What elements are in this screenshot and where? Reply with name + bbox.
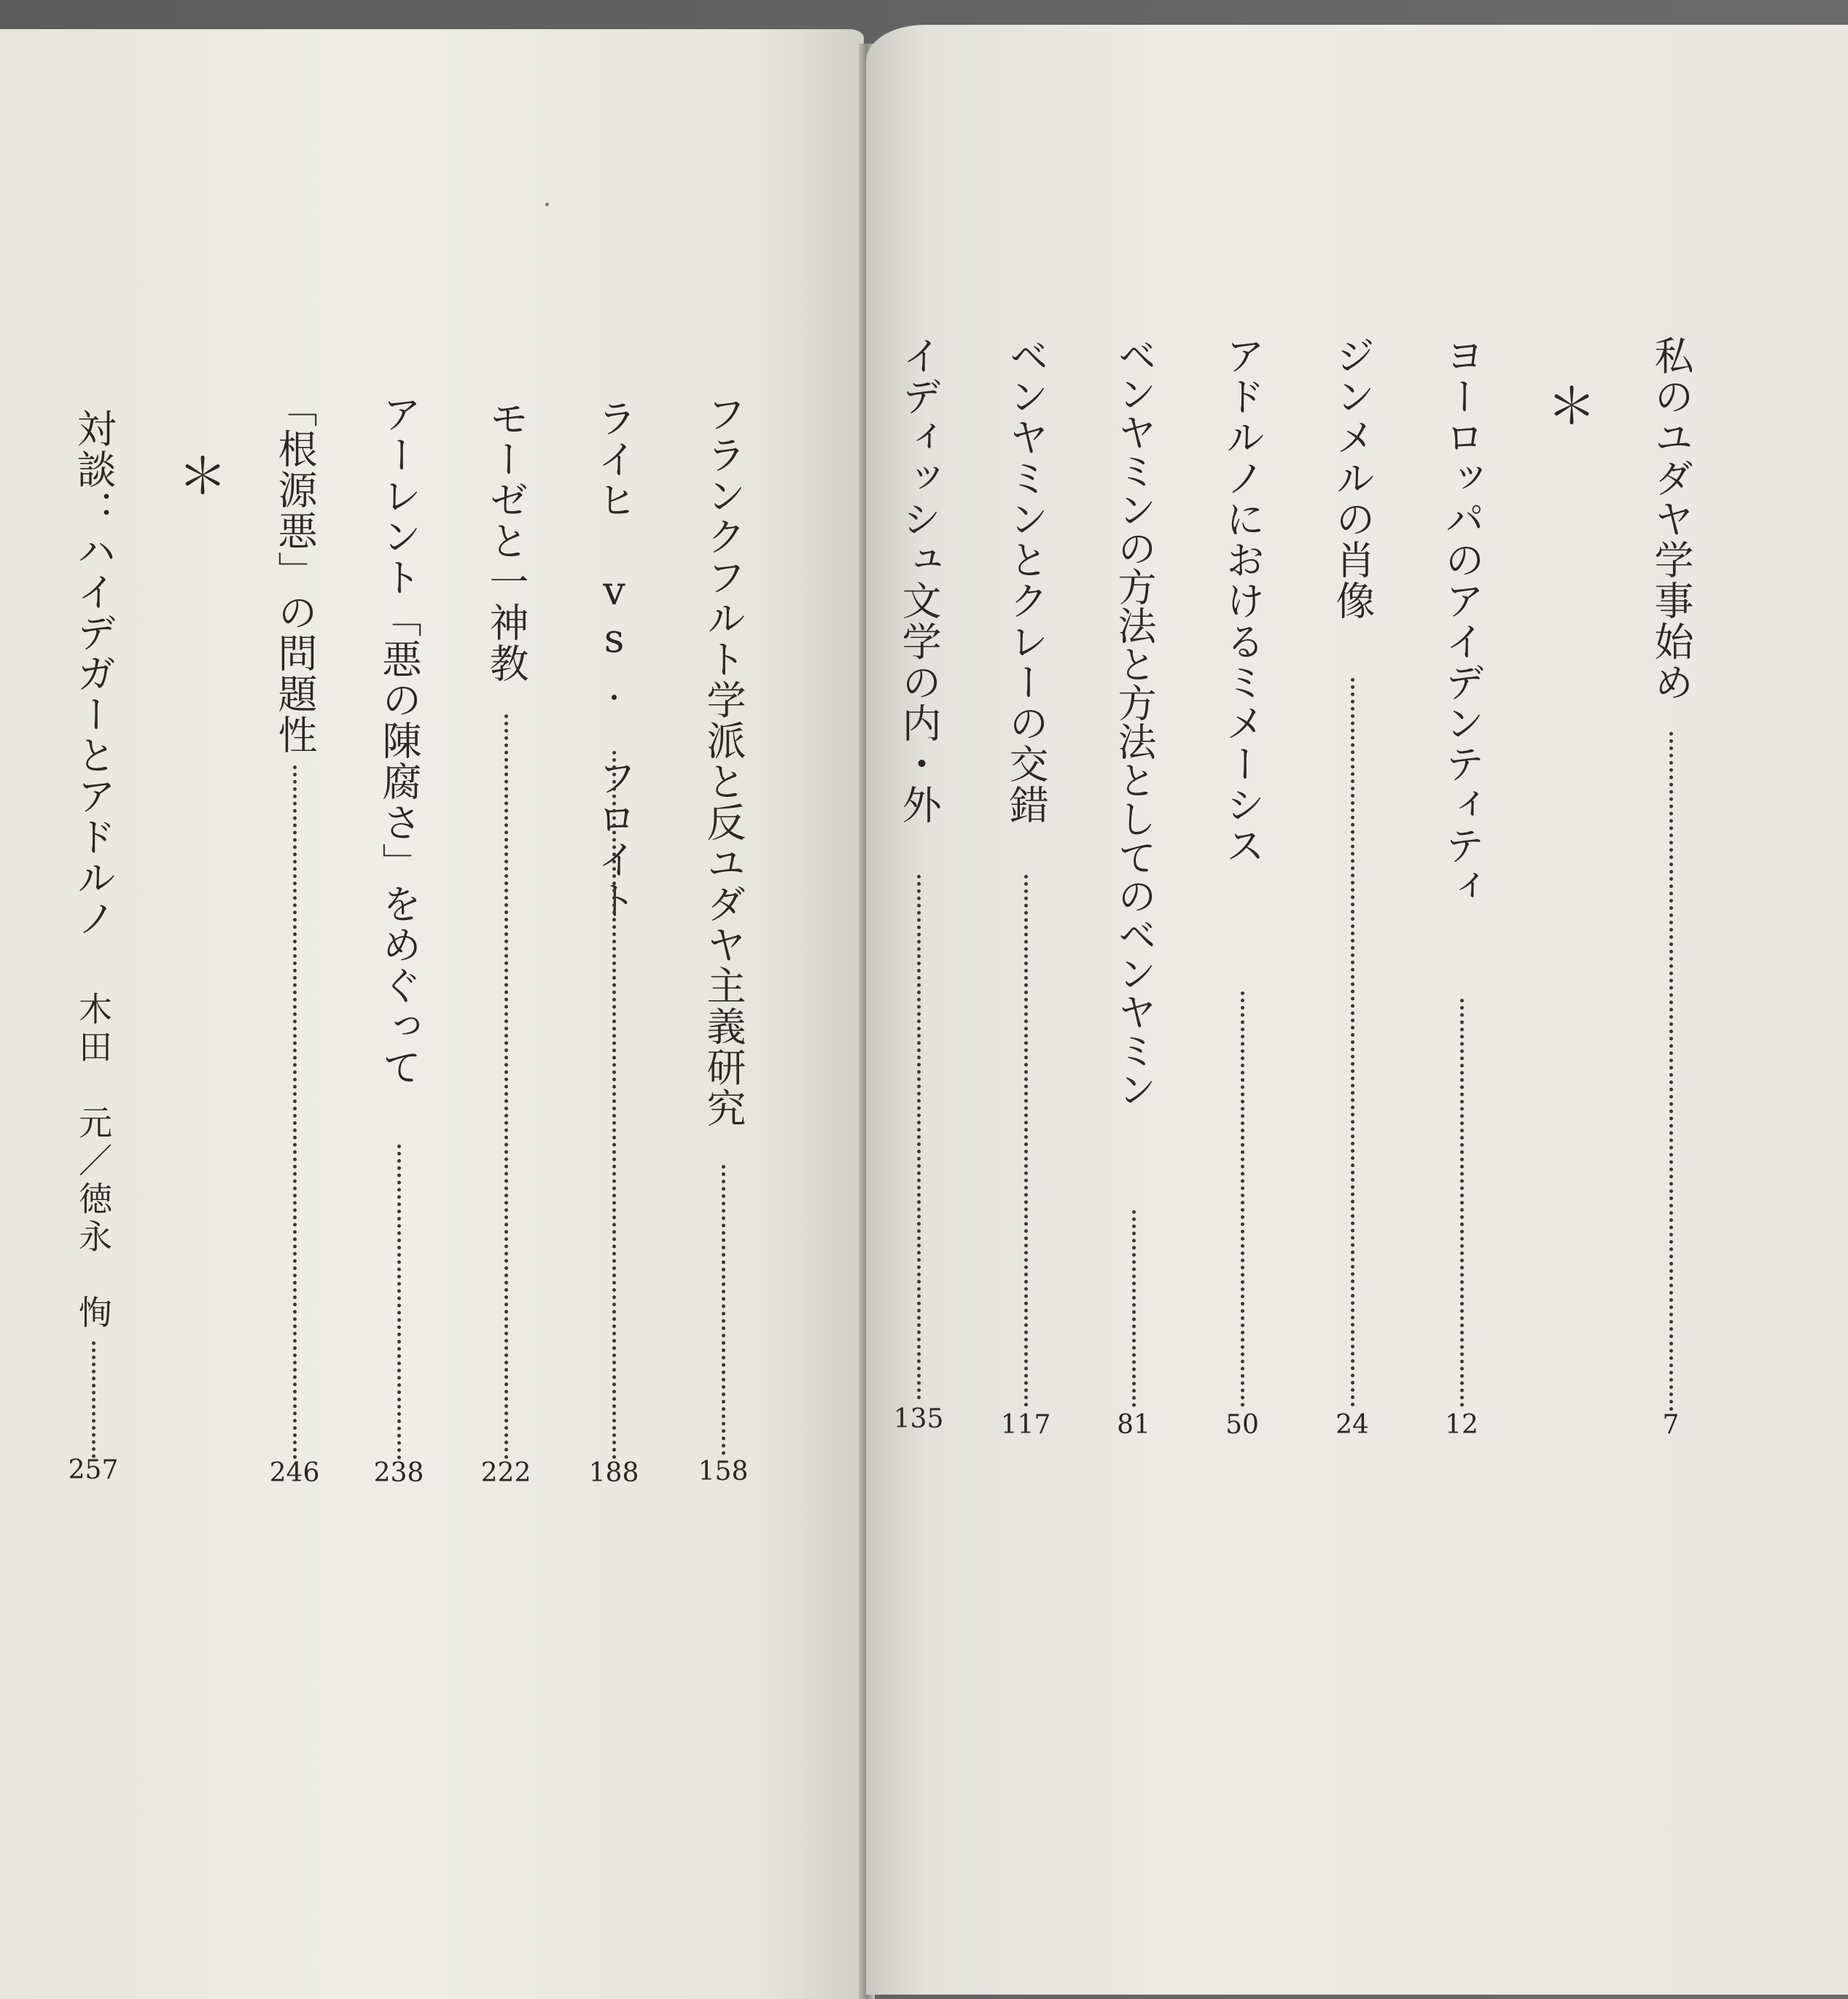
leader-dots (1024, 875, 1028, 1407)
toc-entry (995, 335, 1056, 1454)
toc-entry (368, 394, 429, 1513)
toc-entry (63, 394, 124, 1513)
toc-page-number: 81 (1117, 1410, 1150, 1440)
toc-entry (1212, 335, 1273, 1454)
toc-page-number: 257 (68, 1455, 119, 1485)
toc-entry (264, 388, 325, 1513)
leader-dots (612, 751, 616, 1460)
toc-author: 木田 元／徳永 恂 (74, 991, 113, 1333)
toc-entry (1322, 335, 1383, 1454)
leader-dots (397, 1145, 401, 1460)
leader-dots (1241, 991, 1244, 1407)
toc-page-number: 188 (588, 1458, 639, 1488)
toc-title: 私のユダヤ学事始め (1648, 335, 1694, 703)
toc-entry (1431, 335, 1492, 1454)
toc-page-number: 24 (1336, 1410, 1369, 1440)
toc-entry (1103, 335, 1164, 1454)
leader-dots (293, 765, 297, 1460)
toc-page-number: 117 (1000, 1410, 1051, 1440)
toc-page-number: 7 (1662, 1410, 1680, 1440)
toc-title: ベンヤミンの方法と方法としてのベンヤミン (1112, 335, 1156, 1108)
toc-page-number: 12 (1445, 1410, 1478, 1440)
toc-title: アドルノにおけるミメーシス (1220, 335, 1266, 866)
right-page (866, 25, 1848, 1995)
leader-dots (1351, 678, 1354, 1407)
toc-page-number: 222 (480, 1458, 531, 1488)
toc-title: ジンメルの肖像 (1330, 335, 1376, 621)
toc-title: ヨーロッパのアイデンティティ (1439, 335, 1485, 907)
toc-title: ベンヤミンとクレーの交錯 (1003, 335, 1049, 825)
toc-page-number: 238 (373, 1458, 424, 1488)
toc-entry (693, 394, 754, 1513)
section-separator: ＊ (177, 448, 227, 506)
toc-page-number: 50 (1225, 1410, 1259, 1440)
paper-speck (545, 203, 549, 206)
leader-dots (1132, 1210, 1136, 1407)
toc-title: アーレント「悪の陳腐さ」をめぐって (376, 394, 422, 1088)
section-separator: ＊ (1546, 378, 1596, 436)
toc-page-number: 135 (893, 1404, 944, 1434)
toc-entry (583, 394, 644, 1513)
toc-entry (888, 335, 949, 1454)
toc-title: 対談：ハイデガーとアドルノ (71, 408, 117, 939)
leader-dots (722, 1165, 725, 1455)
toc-entry (1640, 335, 1701, 1454)
toc-entry (475, 394, 537, 1513)
leader-dots (92, 1341, 95, 1458)
toc-page-number: 246 (269, 1458, 320, 1488)
toc-title: フランクフルト学派と反ユダヤ主義研究 (701, 394, 746, 1129)
toc-title: イディッシュ文学の内・外 (896, 335, 942, 825)
leader-dots (1669, 732, 1673, 1411)
left-page (0, 29, 864, 1999)
leader-dots (504, 714, 508, 1460)
leader-dots (917, 875, 921, 1400)
toc-page-number: 158 (698, 1457, 749, 1486)
toc-title: ライヒ vs. フロイト (591, 398, 637, 921)
toc-title: 「根源悪」の問題性 (272, 388, 318, 755)
leader-dots (1460, 999, 1464, 1407)
toc-title: モーゼと一神教 (483, 398, 529, 684)
